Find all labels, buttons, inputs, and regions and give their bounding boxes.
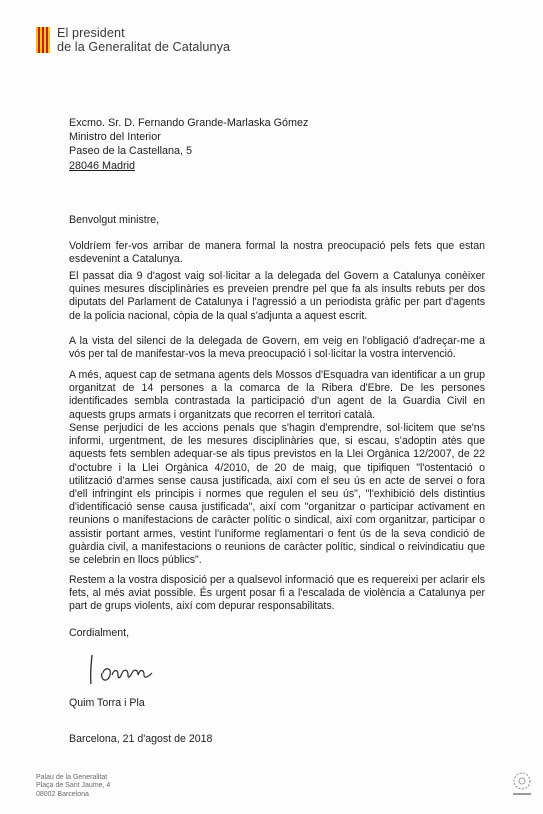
paragraph-5: Sense perjudici de les accions penals que s'hagin d'emprendre, sol·licitem que se'ns informi, urgentment, de les mesures disciplinàries que, si escau, s'adoptin atès que aquests fets semblen adequar-se als tipus previstos en la Llei Orgànica 12/2007, de 22 d'octubre i la Llei Orgànica 4/2010, de 20 de maig, que tipifiquen "l'ostentació o utilització d'armes sense causa justificada, així com el seu ús en acte de servei o fora d'ell infringint els principis i normes que regulen el seu ús", "l'exhibició dels distintius d'identificació sense causa justificada", així com "organitzar o participar activament en reunions o manifestacions de caràcter polític o sindical, així com organitzar, participar o assistir portant armes, vestint l'uniforme reglamentari o fent ús de la seva condició de guàrdia civil, a manifestacions o reunions de caràcter polític, sindical o reivindicatiu que se celebrin en llocs públics".: [69, 422, 485, 567]
addressee-name: Excmo. Sr. D. Fernando Grande-Marlaska Gómez: [69, 117, 309, 129]
footer-line-3: 08002 Barcelona: [36, 790, 89, 798]
footer-line-2: Plaça de Sant Jaume, 4: [36, 782, 111, 790]
catalan-emblem-icon: [36, 27, 50, 53]
addressee-title: Ministro del Interior: [69, 131, 161, 144]
letterhead-line-2: de la Generalitat de Catalunya: [57, 40, 231, 54]
addressee-street: Paseo de la Castellana, 5: [69, 145, 193, 158]
closing: Cordialment,: [69, 627, 130, 639]
paragraph-1: Voldríem fer-vos arribar de manera formal la nostra preocupació pels fets que estan esdevenint a Catalunya.: [69, 240, 485, 266]
footer-line-1: Palau de la Generalitat: [36, 774, 108, 781]
paragraph-6: Restem a la vostra disposició per a qualsevol informació que es requereixi per aclarir els fets, al més aviat possible. És urgent posar fi a l'escalada de violència a Catalunya per part de grups violents, així com depurar responsabilitats.: [69, 574, 485, 613]
place-date: Barcelona, 21 d'agost de 2018: [69, 733, 213, 745]
salutation: Benvolgut ministre,: [69, 214, 160, 226]
signer-name: Quim Torra i Pla: [69, 697, 145, 709]
signature-mark: [86, 651, 176, 687]
footer-address: [36, 774, 110, 799]
letterhead-line-1: El president: [57, 26, 125, 40]
addressee-block: [69, 116, 489, 173]
paragraph-3: A la vista del silenci de la delegada de Govern, em veig en l'obligació d'adreçar-me a vós per tal de manifestar-vos la meva preocupació i sol·licitar la vostra intervenció.: [69, 335, 485, 361]
letterhead: [36, 26, 230, 54]
paragraph-4: A més, aquest cap de setmana agents dels Mossos d'Esquadra van identificar a un grup organitzat de 14 persones a la comarca de la Ribera d'Ebre. De les persones identificades sembla contrastada la participació d'un agent de la Guardia Civil en aquests grups armats i organitzats que recorren el territori català.: [69, 369, 485, 421]
paragraph-2: El passat dia 9 d'agost vaig sol·licitar a la delegada del Govern a Catalunya conèixer quines mesures disciplinàries es preveien prendre pel que fa als insults rebuts per dos diputats del Parlament de Catalunya i l'agressió a un periodista gràfic per part d'agents de la policia nacional, còpia de la qual s'adjunta a aquest escrit.: [69, 270, 485, 322]
recycling-stamp-icon: [510, 770, 534, 800]
addressee-city: 28046 Madrid: [69, 159, 136, 172]
